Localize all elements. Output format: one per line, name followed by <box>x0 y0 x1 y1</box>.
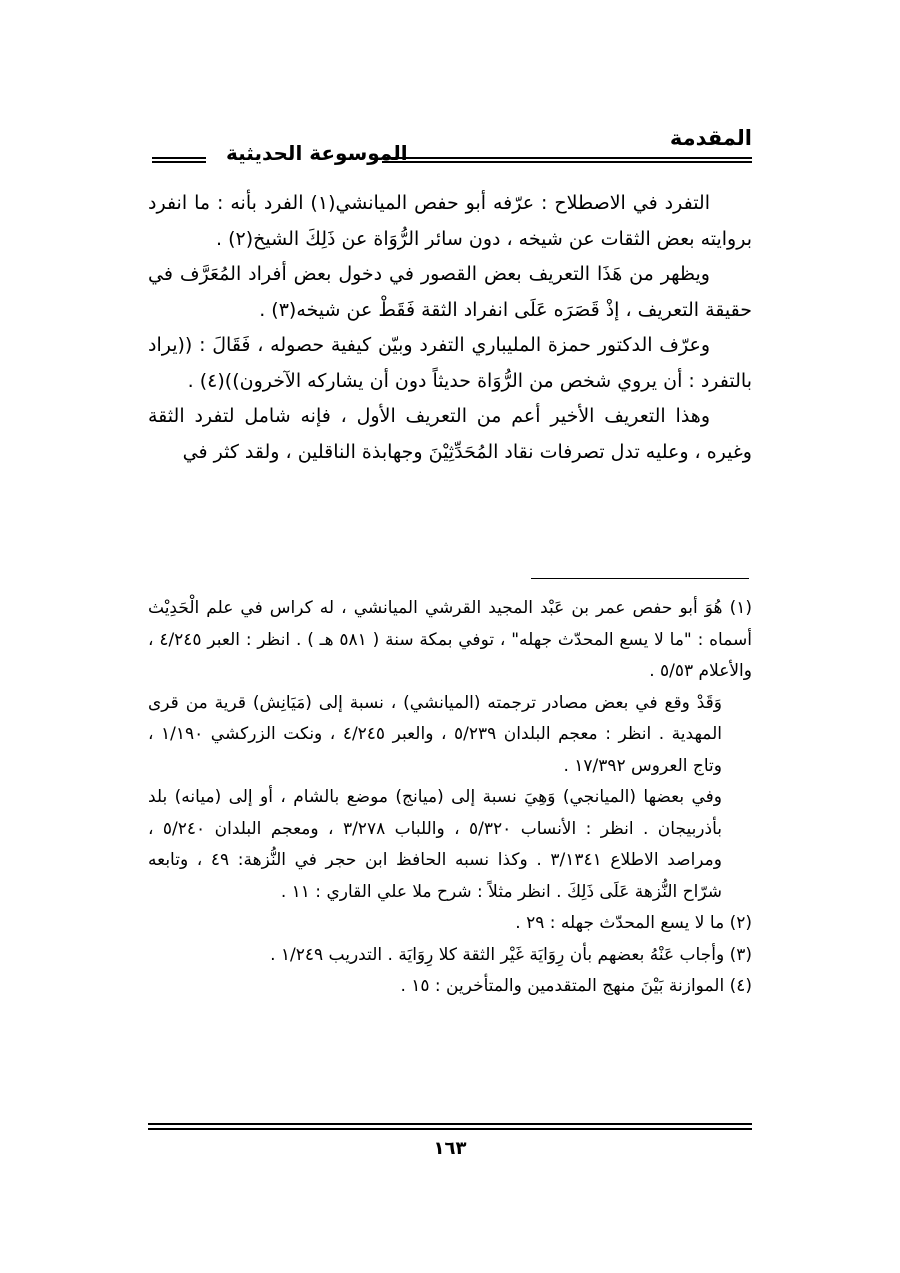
paragraph-3: وعرّف الدكتور حمزة المليباري التفرد وبيّن كيفية حصوله ، فَقَالَ : ((يراد بالتفرد : أن يروي شخص من الرُّوَاة حديثاً دون أن يشاركه الآخرون))(٤) . <box>148 334 752 392</box>
footnote-4: (٤) الموازنة بَيْنَ منهج المتقدمين والمتأخرين : ١٥ . <box>400 976 752 996</box>
footnote-1-continued: وَقَدْ وقع في بعض مصادر ترجمته (الميانشي) ، نسبة إلى (مَيَانِش) قرية من قرى المهدية . انظر : معجم البلدان ٥/٢٣٩ ، والعبر ٤/٢٤٥ ، ونكت الزركشي ١/١٩٠ ، وتاج العروس ١٧/٣٩٢ . <box>148 692 723 776</box>
book-title: الموسوعة الحديثية <box>226 141 408 165</box>
footnote-separator <box>531 578 749 579</box>
paragraph-2: ويظهر من هَذَا التعريف بعض القصور في دخول بعض أفراد المُعَرَّف في حقيقة التعريف ، إذْ قَصَرَه عَلَى انفراد الثقة فَقَطْ عن شيخه(٣) . <box>148 263 752 321</box>
header-rule-short <box>152 157 206 163</box>
section-title: المقدمة <box>669 126 752 150</box>
footnotes <box>148 593 752 1003</box>
main-text <box>148 186 752 470</box>
footnote-2: (٢) ما لا يسع المحدّث جهله : ٢٩ . <box>515 913 752 933</box>
footnote-3: (٣) وأجاب عَنْهُ بعضهم بأن رِوَايَة غَيْر الثقة كلا رِوَايَة . التدريب ١/٢٤٩ . <box>270 944 752 965</box>
header-rule <box>382 157 752 163</box>
footnote-1-continued-2: وفي بعضها (الميانجي) وَهِيَ نسبة إلى (ميانج) موضع بالشام ، أو إلى (ميانه) بلد بأذربيجان . انظر : الأنساب ٥/٣٢٠ ، واللباب ٣/٢٧٨ ، ومعجم البلدان ٥/٢٤٠ ، ومراصد الاطلاع ٣/١٣٤١ . وكذا نسبه الحافظ ابن حجر في النُّزهة: ٤٩ ، وتابعه شرّاح النُّزهة عَلَى ذَلِكَ . انظر مثلاً : شرح ملا علي القاري : ١١ . <box>148 787 723 902</box>
paragraph-4: وهذا التعريف الأخير أعم من التعريف الأول ، فإنه شامل لتفرد الثقة وغيره ، وعليه تدل تصرفات نقاد المُحَدِّثِيْنَ وجهابذة الناقلين ، ولقد كثر في <box>148 405 752 463</box>
footnote-1: (١) هُوَ أبو حفص عمر بن عَبْد المجيد القرشي الميانشي ، له كراس في علم الْحَدِيْث أسماه : "ما لا يسع المحدّث جهله" ، توفي بمكة سنة ( ٥٨١ هـ ) . انظر : العبر ٤/٢٤٥ ، والأعلام ٥/٥٣ . <box>148 598 752 681</box>
paragraph-1: التفرد في الاصطلاح : عرّفه أبو حفص الميانشي(١) الفرد بأنه : ما انفرد بروايته بعض الثقات عن شيخه ، دون سائر الرُّوَاة عن ذَلِكَ الشيخ(٢) . <box>148 192 752 250</box>
footer-rule <box>148 1123 752 1130</box>
page-number: ١٦٣ <box>433 1138 467 1159</box>
